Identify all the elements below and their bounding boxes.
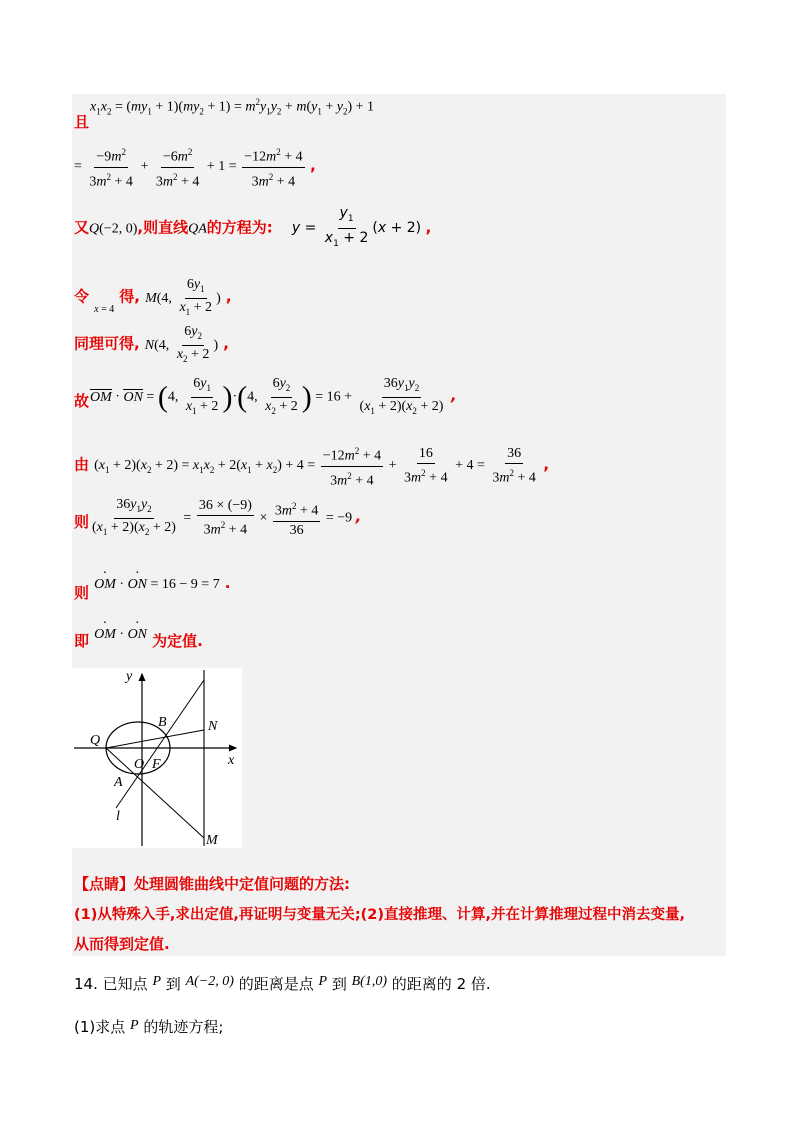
problem-14: 14. 已知点 P 到 A(−2, 0) 的距离是点 P 到 B(1,0) 的距离的 2 倍. <box>74 974 491 993</box>
equation-row-7: 由 $(x_1 + 2)(x_2 + 2) = x_1x_2 + 2(x_1 + x_2) + 4$ = $\frac{-12m^2 + 4}{3m^2 + 4}$ + $\frac{16}{3m^2 + 4}$ + 4 = $\frac{36}{3m^2 + 4}$ , <box>74 443 549 489</box>
label-l: l <box>116 809 120 824</box>
equation-row-10: 即 · OM · · ON 为定值. <box>74 622 203 643</box>
label-y: y <box>126 669 133 684</box>
label-qie: 且 <box>74 113 90 131</box>
ellipse-diagram <box>70 668 242 848</box>
line-QN <box>106 730 204 748</box>
problem-14-part-1: (1)求点 P 的轨迹方程; <box>74 1018 224 1036</box>
geometry-figure <box>70 668 242 848</box>
label-N: N <box>208 719 218 734</box>
equation-row-3: 又Q(−2, 0),则直线QA的方程为: y = $\frac{y_1}{x_1 + 2}$ (x + 2) , <box>74 205 432 249</box>
equation-row-5: 同理可得, N(4, $\frac{6y_2}{x_2 + 2}$ ) , <box>74 324 229 364</box>
label-F: F <box>152 757 161 772</box>
note-title: 【点睛】处理圆锥曲线中定值问题的方法: <box>74 875 351 893</box>
note-line-2: 从而得到定值. <box>74 935 170 953</box>
equation-row-9: 则 · OM · · ON = 16 − 9 = 7 . <box>74 572 231 593</box>
label-M: M <box>206 833 218 848</box>
note-line-1: (1)从特殊入手,求出定值,再证明与变量无关;(2)直接推理、计算,并在计算推理过程中消去变量, <box>74 907 686 923</box>
equation-row-2: = $\frac{-9m^2}{3m^2 + 4}$ + $\frac{-6m^2}{3m^2 + 4}$ + 1 = $\frac{-12m^2 + 4}{3m^2 + 4}$ , <box>74 144 316 190</box>
equation-row-8: 则 $\frac{36y_1y_2}{(x_1 + 2)(x_2 + 2)}$ = $\frac{36 \times (-9)}{3m^2 + 4}$ × $\frac{3m^2 + 4}{36}$ = −9 , <box>74 497 362 538</box>
label-A: A <box>114 775 123 790</box>
equation-row-4: 令 $_{x = 4}$ 得, M(4, $\frac{6y_1}{x_1 + 2}$ ) , <box>74 277 232 317</box>
equation-row-6: 故 OM · ON = (4, $\frac{6y_1}{x_1 + 2}$ )·(4, $\frac{6y_2}{x_2 + 2}$ ) = 16 + $\frac{36y_1y_2}{(x_1 + 2)(x_2 + 2)}$ , <box>74 376 457 416</box>
label-Q: Q <box>90 733 101 748</box>
label-B: B <box>158 715 167 730</box>
label-O: O <box>134 757 145 772</box>
label-x: x <box>228 753 235 768</box>
